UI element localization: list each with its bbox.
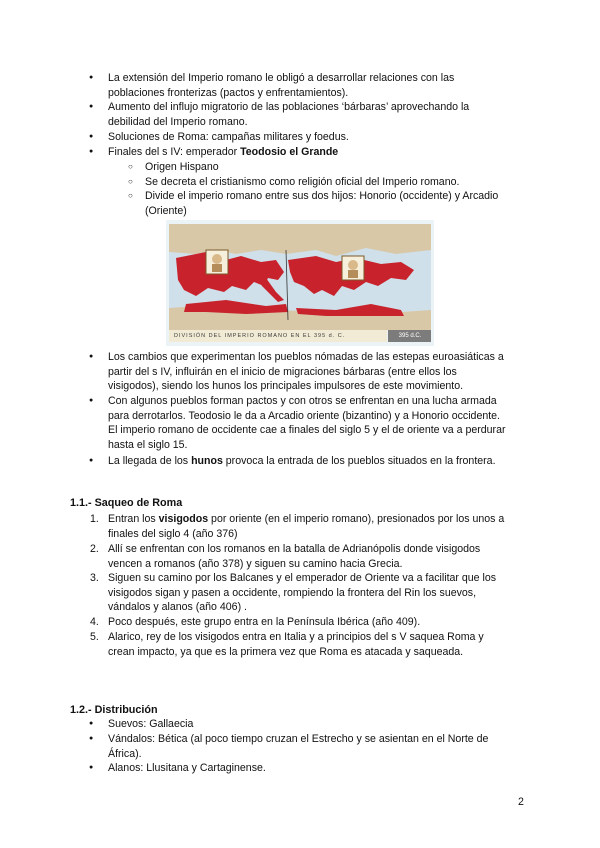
list-item: ● Alanos: Llusitana y Cartaginense. bbox=[108, 761, 528, 776]
numbered-item: 5. Alarico, rey de los visigodos entra en Italia y a principios del s V saquea Roma y crean impacto, ya que es la primera vez que Roma es atacada y saqueada. bbox=[90, 631, 484, 658]
sub-list-item: ○ Origen Hispano bbox=[145, 160, 525, 175]
list-item: ● La extensión del Imperio romano le obligó a desarrollar relaciones con las poblaciones fronterizas (pactos y enfrentamientos). bbox=[108, 71, 528, 100]
list-item: ● Finales del s IV: emperador Teodosio el Grande bbox=[108, 145, 528, 160]
list-item: ● Vándalos: Bética (al poco tiempo cruzan el Estrecho y se asientan en el Norte de África). bbox=[108, 732, 528, 761]
map-year-badge: 395 d.C. bbox=[398, 333, 422, 339]
numbered-item: 1. Entran los visigodos por oriente (en el imperio romano), presionados por los unos a finales del siglo 4 (año 376) bbox=[90, 513, 505, 540]
list-item: ● Soluciones de Roma: campañas militares y foedus. bbox=[108, 130, 528, 145]
map-caption: DIVISIÓN DEL IMPERIO ROMANO EN EL 395 d. C. bbox=[174, 333, 346, 339]
numbered-item: 3. Siguen su camino por los Balcanes y el emperador de Oriente va a facilitar que los visigodos sigan y pasen a occidente, rompiendo la frontera del Rin los suevos, vándalos y alanos (año 406) . bbox=[90, 572, 497, 614]
map-illustration bbox=[166, 220, 434, 346]
list-item: ● Los cambios que experimentan los pueblos nómadas de las estepas euroasiáticas a partir del s IV, influirán en el inicio de migraciones bárbaras (entre ellos los visigodos), siendo los hunos los principales impulsores de este movimiento. bbox=[108, 350, 528, 394]
roman-empire-division-map bbox=[166, 220, 434, 346]
numbered-item: 4. Poco después, este grupo entra en la Península Ibérica (año 409). bbox=[90, 616, 421, 628]
list-item: ● Aumento del influjo migratorio de las poblaciones ‘bárbaras’ aprovechando la debilidad del Imperio romano. bbox=[108, 100, 528, 129]
list-item: ● Suevos: Gallaecia bbox=[108, 717, 528, 732]
sub-list-item: ○ Divide el imperio romano entre sus dos hijos: Honorio (occidente) y Arcadio (Oriente) bbox=[145, 189, 525, 218]
page-number: 2 bbox=[518, 796, 524, 808]
section-heading-distribucion: 1.2.- Distribución bbox=[70, 704, 158, 716]
list-item: ● Con algunos pueblos forman pactos y con otros se enfrentan en una lucha armada para derrotarlos. Teodosio le da a Arcadio oriente (bizantino) y a Honorio occidente. El imperio romano de occidente cae a finales del siglo 5 y el de oriente va a perdurar hasta el siglo 15. bbox=[108, 394, 528, 452]
sub-list-item: ○ Se decreta el cristianismo como religión oficial del Imperio romano. bbox=[145, 175, 525, 190]
numbered-item: 2. Allí se enfrentan con los romanos en la batalla de Adrianópolis donde visigodos vencen a romanos (año 378) y siguen su camino hacia Grecia. bbox=[90, 543, 481, 570]
emperor-name: Teodosio el Grande bbox=[240, 146, 339, 158]
list-item: ● La llegada de los hunos provoca la entrada de los pueblos situados en la frontera. bbox=[108, 454, 528, 469]
section-heading-saqueo: 1.1.- Saqueo de Roma bbox=[70, 497, 183, 509]
